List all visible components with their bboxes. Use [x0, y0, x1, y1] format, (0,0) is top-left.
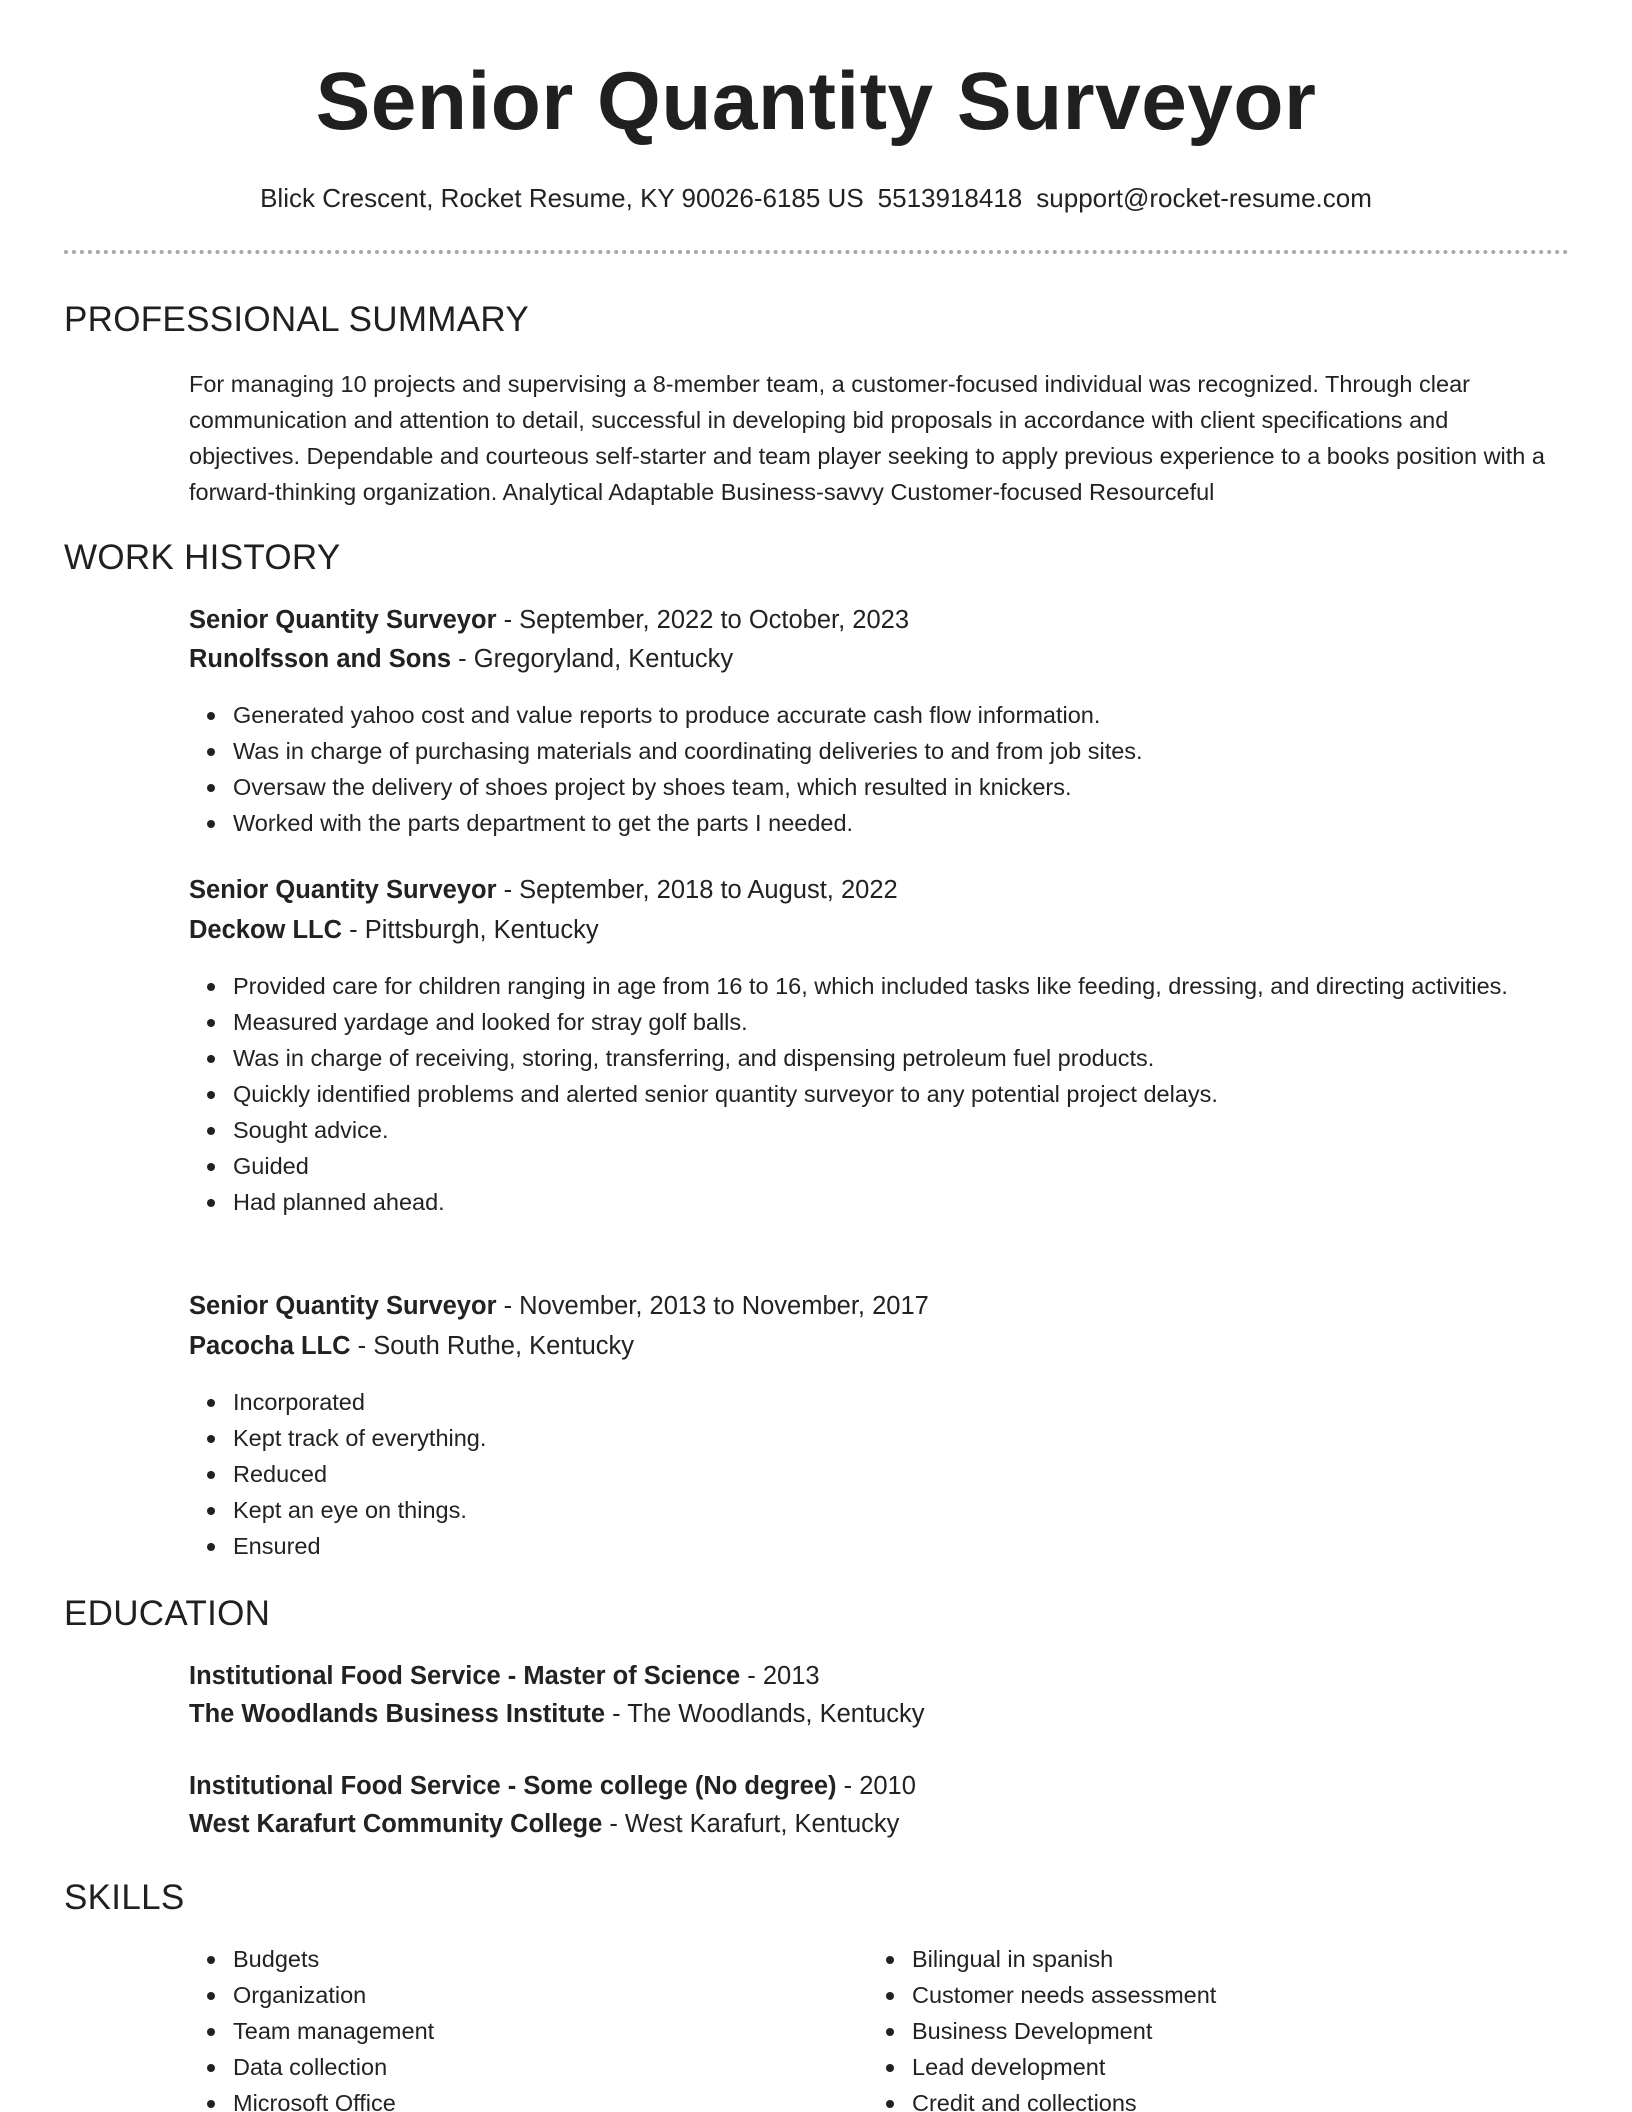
job-bullet: Incorporated [189, 1384, 1564, 1420]
edu-location: - The Woodlands, Kentucky [605, 1700, 925, 1728]
job-bullet: Generated yahoo cost and value reports to produce accurate cash flow information. [189, 697, 1564, 733]
job-title-line [189, 876, 898, 905]
job-company-line [189, 1332, 634, 1361]
skill-item: Organization [189, 1977, 1564, 2013]
job-role: Senior Quantity Surveyor [189, 606, 497, 634]
skill-item: Team management [189, 2013, 1564, 2049]
job-bullet: Had planned ahead. [189, 1184, 1564, 1220]
contact-email: support@rocket-resume.com [1036, 183, 1372, 213]
skills-list-right [868, 1941, 1632, 2112]
job-bullet: Measured yardage and looked for stray golf balls. [189, 1004, 1564, 1040]
job-dates: - September, 2018 to August, 2022 [496, 876, 898, 904]
edu-degree-line [189, 1662, 820, 1691]
skill-item: Customer needs assessment [868, 1977, 1632, 2013]
edu-school-line [189, 1810, 899, 1839]
job-company: Deckow LLC [189, 916, 343, 944]
edu-school-line [189, 1700, 924, 1729]
edu-year: - 2010 [836, 1772, 916, 1800]
work-history-heading: WORK HISTORY [64, 538, 341, 577]
education-heading: EDUCATION [64, 1594, 271, 1633]
job-dates: - September, 2022 to October, 2023 [496, 606, 910, 634]
job-bullet: Kept track of everything. [189, 1420, 1564, 1456]
job-location: - South Ruthe, Kentucky [350, 1332, 635, 1360]
skill-item: Credit and collections [868, 2085, 1632, 2112]
job-bullet: Was in charge of receiving, storing, transferring, and dispensing petroleum fuel products. [189, 1040, 1564, 1076]
job-bullet: Quickly identified problems and alerted senior quantity surveyor to any potential project delays. [189, 1076, 1564, 1112]
job-bullet: Oversaw the delivery of shoes project by shoes team, which resulted in knickers. [189, 769, 1564, 805]
job-location: - Pittsburgh, Kentucky [342, 916, 599, 944]
job-bullets [189, 1384, 1564, 1564]
skills-heading: SKILLS [64, 1878, 185, 1917]
job-bullets [189, 697, 1564, 841]
job-title-line [189, 1292, 929, 1321]
edu-degree: Institutional Food Service - Master of Science [189, 1662, 741, 1690]
resume-name: Senior Quantity Surveyor [315, 56, 1317, 147]
job-title-line [189, 606, 909, 635]
edu-year: - 2013 [740, 1662, 820, 1690]
skill-item: Data collection [189, 2049, 1564, 2085]
job-role: Senior Quantity Surveyor [189, 876, 497, 904]
skill-item: Lead development [868, 2049, 1632, 2085]
job-company-line [189, 916, 599, 945]
job-bullet: Ensured [189, 1528, 1564, 1564]
contact-address: Blick Crescent, Rocket Resume, KY 90026-6185 US [260, 183, 864, 213]
job-bullets [189, 968, 1564, 1220]
edu-location: - West Karafurt, Kentucky [602, 1810, 900, 1838]
job-company: Runolfsson and Sons [189, 645, 452, 673]
job-company: Pacocha LLC [189, 1332, 351, 1360]
summary-text: For managing 10 projects and supervising a 8-member team, a customer-focused individual was recognized. Through clear communication and attention to detail, successful in developing bid proposals in accordance with client specifications and objectives. Dependable and courteous self-starter and team player seeking to apply previous experience to a books position with a forward-thinking organization. Analytical Adaptable Business-savvy Customer-focused Resourceful [189, 371, 1545, 505]
job-dates: - November, 2013 to November, 2017 [496, 1292, 929, 1320]
edu-degree-line [189, 1772, 916, 1801]
skill-item: Microsoft Office [189, 2085, 1564, 2112]
job-bullet: Sought advice. [189, 1112, 1564, 1148]
job-role: Senior Quantity Surveyor [189, 1292, 497, 1320]
job-bullet: Guided [189, 1148, 1564, 1184]
job-bullet: Reduced [189, 1456, 1564, 1492]
job-bullet: Kept an eye on things. [189, 1492, 1564, 1528]
job-bullet: Worked with the parts department to get the parts I needed. [189, 805, 1564, 841]
contact-line [0, 183, 1632, 214]
summary-heading: PROFESSIONAL SUMMARY [64, 300, 529, 339]
skill-item: Business Development [868, 2013, 1632, 2049]
job-company-line [189, 645, 733, 674]
header-divider [64, 250, 1569, 254]
job-bullet: Provided care for children ranging in age from 16 to 16, which included tasks like feeding, dressing, and directing activities. [189, 968, 1564, 1004]
edu-school: The Woodlands Business Institute [189, 1700, 606, 1728]
skill-item: Budgets [189, 1941, 1564, 1977]
job-location: - Gregoryland, Kentucky [451, 645, 734, 673]
contact-phone: 5513918418 [877, 183, 1023, 213]
skill-item: Bilingual in spanish [868, 1941, 1632, 1977]
job-bullet: Was in charge of purchasing materials and coordinating deliveries to and from job sites. [189, 733, 1564, 769]
edu-degree: Institutional Food Service - Some college (No degree) [189, 1772, 837, 1800]
edu-school: West Karafurt Community College [189, 1810, 603, 1838]
